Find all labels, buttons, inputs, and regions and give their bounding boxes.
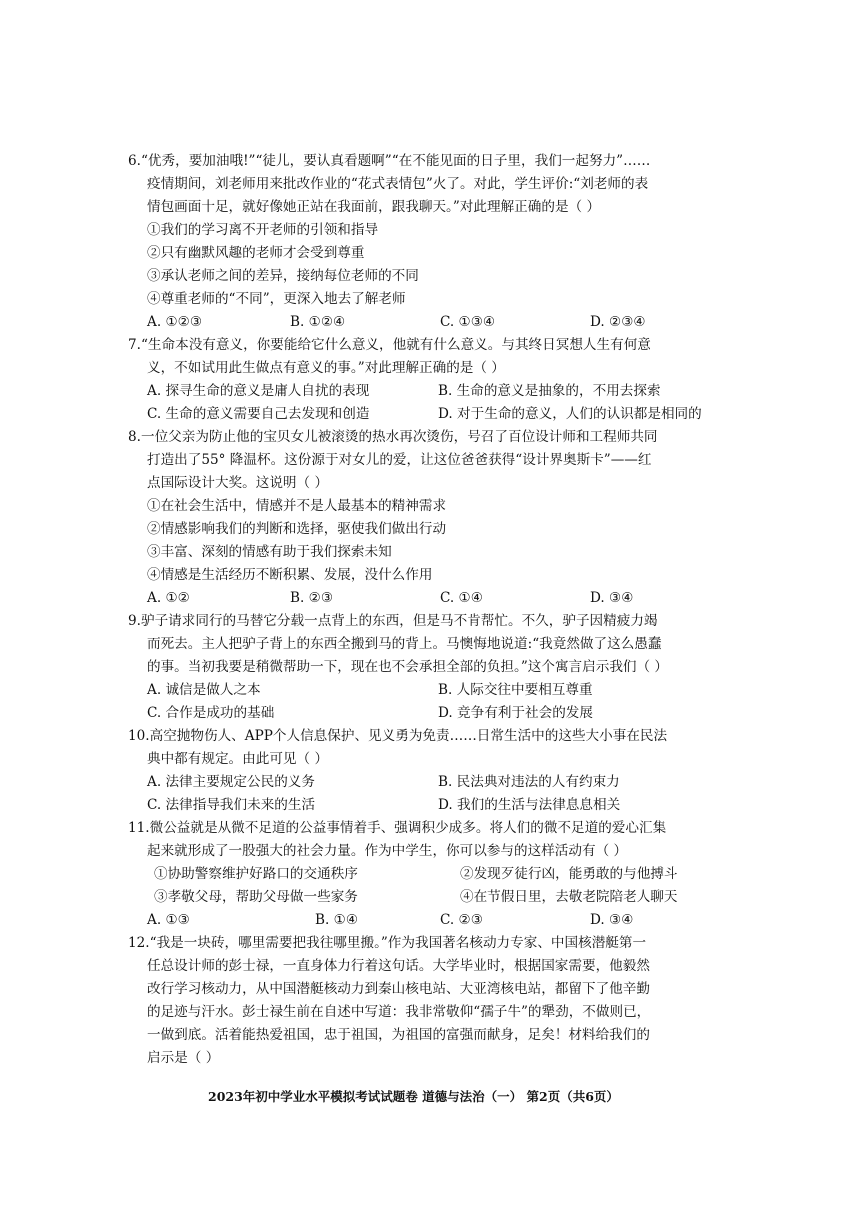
q9-stem-line-1: 9.驴子请求同行的马替它分载一点背上的东西，但是马不肯帮忙。不久，驴子因精疲力竭: [128, 613, 658, 629]
q12-stem-line-6: 启示是（ ）: [147, 1050, 220, 1066]
q11-stem-line-2: 起来就形成了一股强大的社会力量。作为中学生，你可以参与的这样活动有（ ）: [147, 843, 628, 859]
q8-statement-4: ④情感是生活经历不断积累、发展，没什么作用: [147, 567, 433, 583]
q9-option-c: C. 合作是成功的基础: [147, 705, 275, 721]
q11-option-a: A. ①③: [147, 912, 190, 928]
q11-option-d: D. ③④: [590, 912, 634, 928]
q10-option-c: C. 法律指导我们未来的生活: [147, 797, 316, 813]
q6-option-b: B. ①②④: [290, 314, 346, 330]
q8-option-d: D. ③④: [590, 590, 634, 606]
q8-stem-line-3: 点国际设计大奖。这说明（ ）: [147, 475, 329, 491]
q8-option-b: B. ②③: [290, 590, 334, 606]
q10-stem-line-1: 10.高空抛物伤人、APP个人信息保护、见义勇为免责……日常生活中的这些大小事在民法: [128, 728, 668, 744]
q8-option-a: A. ①②: [147, 590, 190, 606]
q8-stem-line-1: 8.一位父亲为防止他的宝贝女儿被滚烫的热水再次烫伤，号召了百位设计师和工程师共同: [128, 429, 658, 445]
q7-option-d: D. 对于生命的意义，人们的认识都是相同的: [438, 406, 702, 422]
q8-statement-1: ①在社会生活中，情感并不是人最基本的精神需求: [147, 498, 447, 514]
q9-stem-line-2: 而死去。主人把驴子背上的东西全搬到马的背上。马懊悔地说道:“我竟然做了这么愚蠢: [147, 636, 662, 652]
q9-stem-line-3: 的事。当初我要是稍微帮助一下，现在也不会承担全部的负担。”这个寓言启示我们（ ）: [147, 659, 669, 675]
q7-option-a: A. 探寻生命的意义是庸人自扰的表现: [147, 383, 370, 399]
q7-stem-line-2: 义，不如试用此生做点有意义的事。”对此理解正确的是（ ）: [147, 360, 505, 376]
q11-statement-2: ②发现歹徒行凶，能勇敢的与他搏斗: [460, 866, 678, 882]
q6-statement-4: ④尊重老师的“不同”，更深入地去了解老师: [147, 291, 406, 307]
q12-stem-line-3: 改行学习核动力，从中国潜艇核动力到秦山核电站、大亚湾核电站，都留下了他辛勤: [147, 981, 650, 997]
q8-option-c: C. ①④: [440, 590, 483, 606]
q10-option-a: A. 法律主要规定公民的义务: [147, 774, 315, 790]
q6-statement-3: ③承认老师之间的差异，接纳每位老师的不同: [147, 268, 419, 284]
q6-statement-1: ①我们的学习离不开老师的引领和指导: [147, 222, 379, 238]
q10-option-d: D. 我们的生活与法律息息相关: [438, 797, 621, 813]
q10-stem-line-2: 典中都有规定。由此可见（ ）: [147, 751, 329, 767]
q6-stem-line-2: 疫情期间，刘老师用来批改作业的“花式表情包”火了。对此，学生评价:“刘老师的表: [147, 176, 649, 192]
q10-option-b: B. 民法典对违法的人有约束力: [438, 774, 620, 790]
q7-option-c: C. 生命的意义需要自己去发现和创造: [147, 406, 370, 422]
q11-option-b: B. ①④: [315, 912, 359, 928]
q12-stem-line-2: 任总设计师的彭士禄，一直身体力行着这句话。大学毕业时，根据国家需要，他毅然: [147, 958, 650, 974]
q6-option-c: C. ①③④: [440, 314, 496, 330]
q11-statement-1: ①协助警察维护好路口的交通秩序: [154, 866, 358, 882]
q6-option-a: A. ①②③: [147, 314, 203, 330]
q11-statement-4: ④在节假日里，去敬老院陪老人聊天: [460, 889, 678, 905]
q11-statement-3: ③孝敬父母，帮助父母做一些家务: [154, 889, 358, 905]
q8-stem-line-2: 打造出了55° 降温杯。这份源于对女儿的爱，让这位爸爸获得“设计界奥斯卡”——红: [147, 452, 652, 468]
q12-stem-line-4: 的足迹与汗水。彭士禄生前在自述中写道：我非常敬仰“孺子牛”的犟劲，不做则已，: [147, 1004, 651, 1020]
q6-stem-line-3: 情包画面十足，就好像她正站在我面前，跟我聊天。”对此理解正确的是（ ）: [147, 199, 601, 215]
q7-option-b: B. 生命的意义是抽象的，不用去探索: [438, 383, 661, 399]
q8-statement-2: ②情感影响我们的判断和选择，驱使我们做出行动: [147, 521, 447, 537]
q9-option-d: D. 竞争有利于社会的发展: [438, 705, 593, 721]
q6-option-d: D. ②③④: [590, 314, 646, 330]
q9-option-a: A. 诚信是做人之本: [147, 682, 261, 698]
q6-statement-2: ②只有幽默风趣的老师才会受到尊重: [147, 245, 365, 261]
page-footer: 2023年初中学业水平模拟考试试题卷 道德与法治（一） 第2页（共6页）: [208, 1089, 619, 1104]
q11-option-c: C. ②③: [440, 912, 483, 928]
q6-stem-line-1: 6.“优秀，要加油哦!”“徒儿，要认真看题啊”“在不能见面的日子里，我们一起努力”……: [128, 153, 651, 169]
q7-stem-line-1: 7.“生命本没有意义，你要能给它什么意义，他就有什么意义。与其终日冥想人生有何意: [128, 337, 651, 353]
q12-stem-line-1: 12.“我是一块砖，哪里需要把我往哪里搬。”作为我国著名核动力专家、中国核潜艇第一: [128, 935, 647, 951]
q12-stem-line-5: 一做到底。活着能热爱祖国，忠于祖国，为祖国的富强而献身，足矣！材料给我们的: [147, 1027, 650, 1043]
q9-option-b: B. 人际交往中要相互尊重: [438, 682, 593, 698]
q8-statement-3: ③丰富、深刻的情感有助于我们探索未知: [147, 544, 392, 560]
q11-stem-line-1: 11.微公益就是从微不足道的公益事情着手、强调积少成多。将人们的微不足道的爱心汇集: [128, 820, 667, 836]
